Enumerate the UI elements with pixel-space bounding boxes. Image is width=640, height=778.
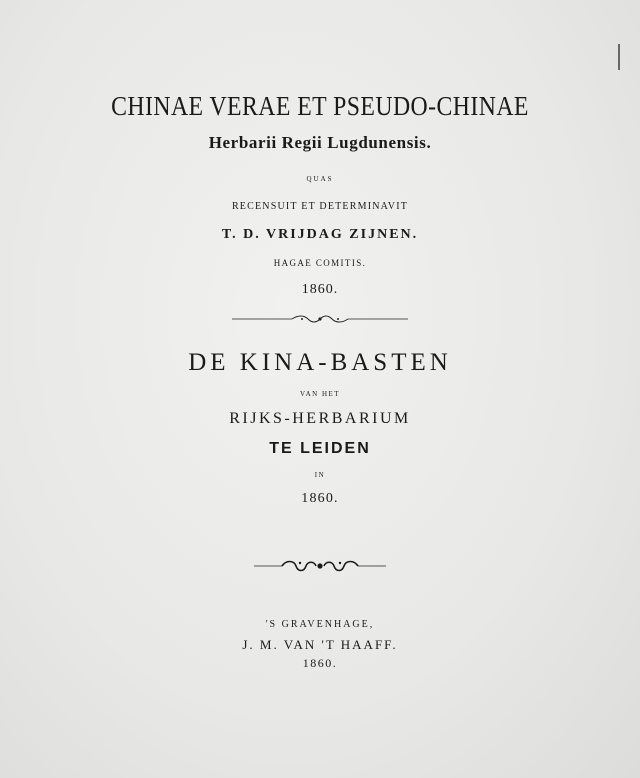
year-latin: 1860. xyxy=(301,282,339,297)
page-edge-mark xyxy=(618,44,620,70)
hagae-comitis: HAGAE COMITIS. xyxy=(273,258,367,268)
dutch-title: DE KINA-BASTEN xyxy=(188,349,452,376)
imprint-place: 'S GRAVENHAGE, xyxy=(265,619,375,630)
rule-ornament xyxy=(0,314,640,324)
recensuit-text: RECENSUIT ET DETERMINAVIT xyxy=(231,201,409,212)
imprint-publisher: J. M. VAN 'T HAAFF. xyxy=(242,637,398,652)
scroll-ornament xyxy=(0,558,640,574)
rule-ornament-graphic xyxy=(232,314,408,324)
quas-text: QUAS xyxy=(306,175,334,183)
latin-subtitle: Herbarii Regii Lugdunensis. xyxy=(208,133,432,152)
scroll-ornament-graphic xyxy=(254,558,386,574)
author-name: T. D. VRIJDAG ZIJNEN. xyxy=(221,227,419,242)
year-dutch: 1860. xyxy=(301,491,339,506)
imprint-year: 1860. xyxy=(302,656,338,670)
city-name: TE LEIDEN xyxy=(269,440,371,457)
van-het-text: VAN HET xyxy=(299,390,341,398)
institution-name: RIJKS-HERBARIUM xyxy=(229,410,411,427)
in-text: IN xyxy=(314,471,326,479)
latin-title: CHINAE VERAE ET PSEUDO-CHINAE xyxy=(111,91,529,121)
